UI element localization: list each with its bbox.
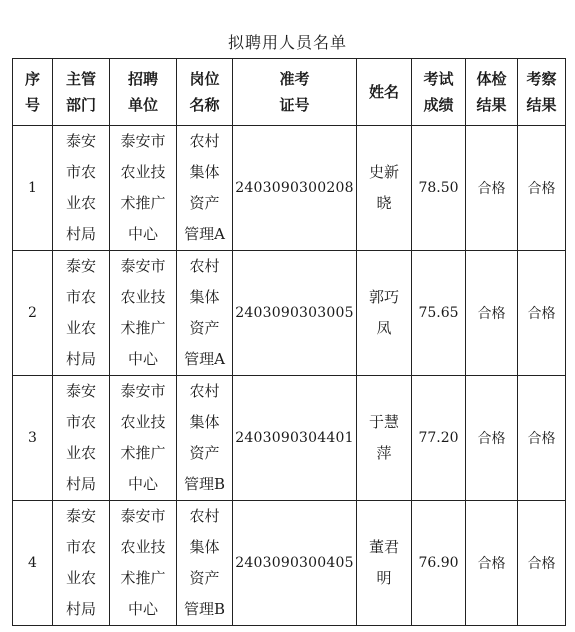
row-department: 泰安 市农 业农 村局 [53, 376, 110, 501]
row-department: 泰安 市农 业农 村局 [53, 501, 110, 626]
row-review-result: 合格 [518, 376, 566, 501]
table-header-row [13, 59, 566, 126]
row-exam-score: 76.90 [412, 501, 466, 626]
row-medical-result: 合格 [466, 376, 518, 501]
row-medical-result: 合格 [466, 126, 518, 251]
row-admission-number: 2403090303005 [233, 251, 357, 376]
row-department: 泰安 市农 业农 村局 [53, 126, 110, 251]
row-index: 4 [13, 501, 53, 626]
row-hiring-unit: 泰安市 农业技 术推广 中心 [110, 376, 177, 501]
header-review-result: 考察 结果 [518, 59, 566, 126]
row-medical-result: 合格 [466, 251, 518, 376]
row-post-name: 农村 集体 资产 管理B [177, 376, 233, 501]
header-post-name: 岗位 名称 [177, 59, 233, 126]
row-hiring-unit: 泰安市 农业技 术推广 中心 [110, 126, 177, 251]
row-admission-number: 2403090300405 [233, 501, 357, 626]
row-exam-score: 75.65 [412, 251, 466, 376]
row-hiring-unit: 泰安市 农业技 术推广 中心 [110, 501, 177, 626]
row-review-result: 合格 [518, 126, 566, 251]
row-name: 史新 晓 [357, 126, 412, 251]
row-admission-number: 2403090304401 [233, 376, 357, 501]
row-post-name: 农村 集体 资产 管理B [177, 501, 233, 626]
row-name: 于慧 萍 [357, 376, 412, 501]
row-exam-score: 78.50 [412, 126, 466, 251]
table-row [13, 501, 566, 626]
row-review-result: 合格 [518, 501, 566, 626]
table-row [13, 376, 566, 501]
row-index: 2 [13, 251, 53, 376]
row-department: 泰安 市农 业农 村局 [53, 251, 110, 376]
table-row [13, 126, 566, 251]
row-name: 董君 明 [357, 501, 412, 626]
header-medical-result: 体检 结果 [466, 59, 518, 126]
header-exam-score: 考试 成绩 [412, 59, 466, 126]
table-row [13, 251, 566, 376]
hiring-list-table [12, 58, 566, 626]
row-review-result: 合格 [518, 251, 566, 376]
row-post-name: 农村 集体 资产 管理A [177, 251, 233, 376]
row-admission-number: 2403090300208 [233, 126, 357, 251]
header-name: 姓名 [357, 59, 412, 126]
row-index: 1 [13, 126, 53, 251]
row-medical-result: 合格 [466, 501, 518, 626]
document-title: 拟聘用人员名单 [227, 33, 347, 52]
header-department: 主管 部门 [53, 59, 110, 126]
row-name: 郭巧 凤 [357, 251, 412, 376]
row-exam-score: 77.20 [412, 376, 466, 501]
row-index: 3 [13, 376, 53, 501]
header-hiring-unit: 招聘 单位 [110, 59, 177, 126]
row-hiring-unit: 泰安市 农业技 术推广 中心 [110, 251, 177, 376]
header-index: 序 号 [13, 59, 53, 126]
row-post-name: 农村 集体 资产 管理A [177, 126, 233, 251]
header-admission-number: 准考 证号 [233, 59, 357, 126]
